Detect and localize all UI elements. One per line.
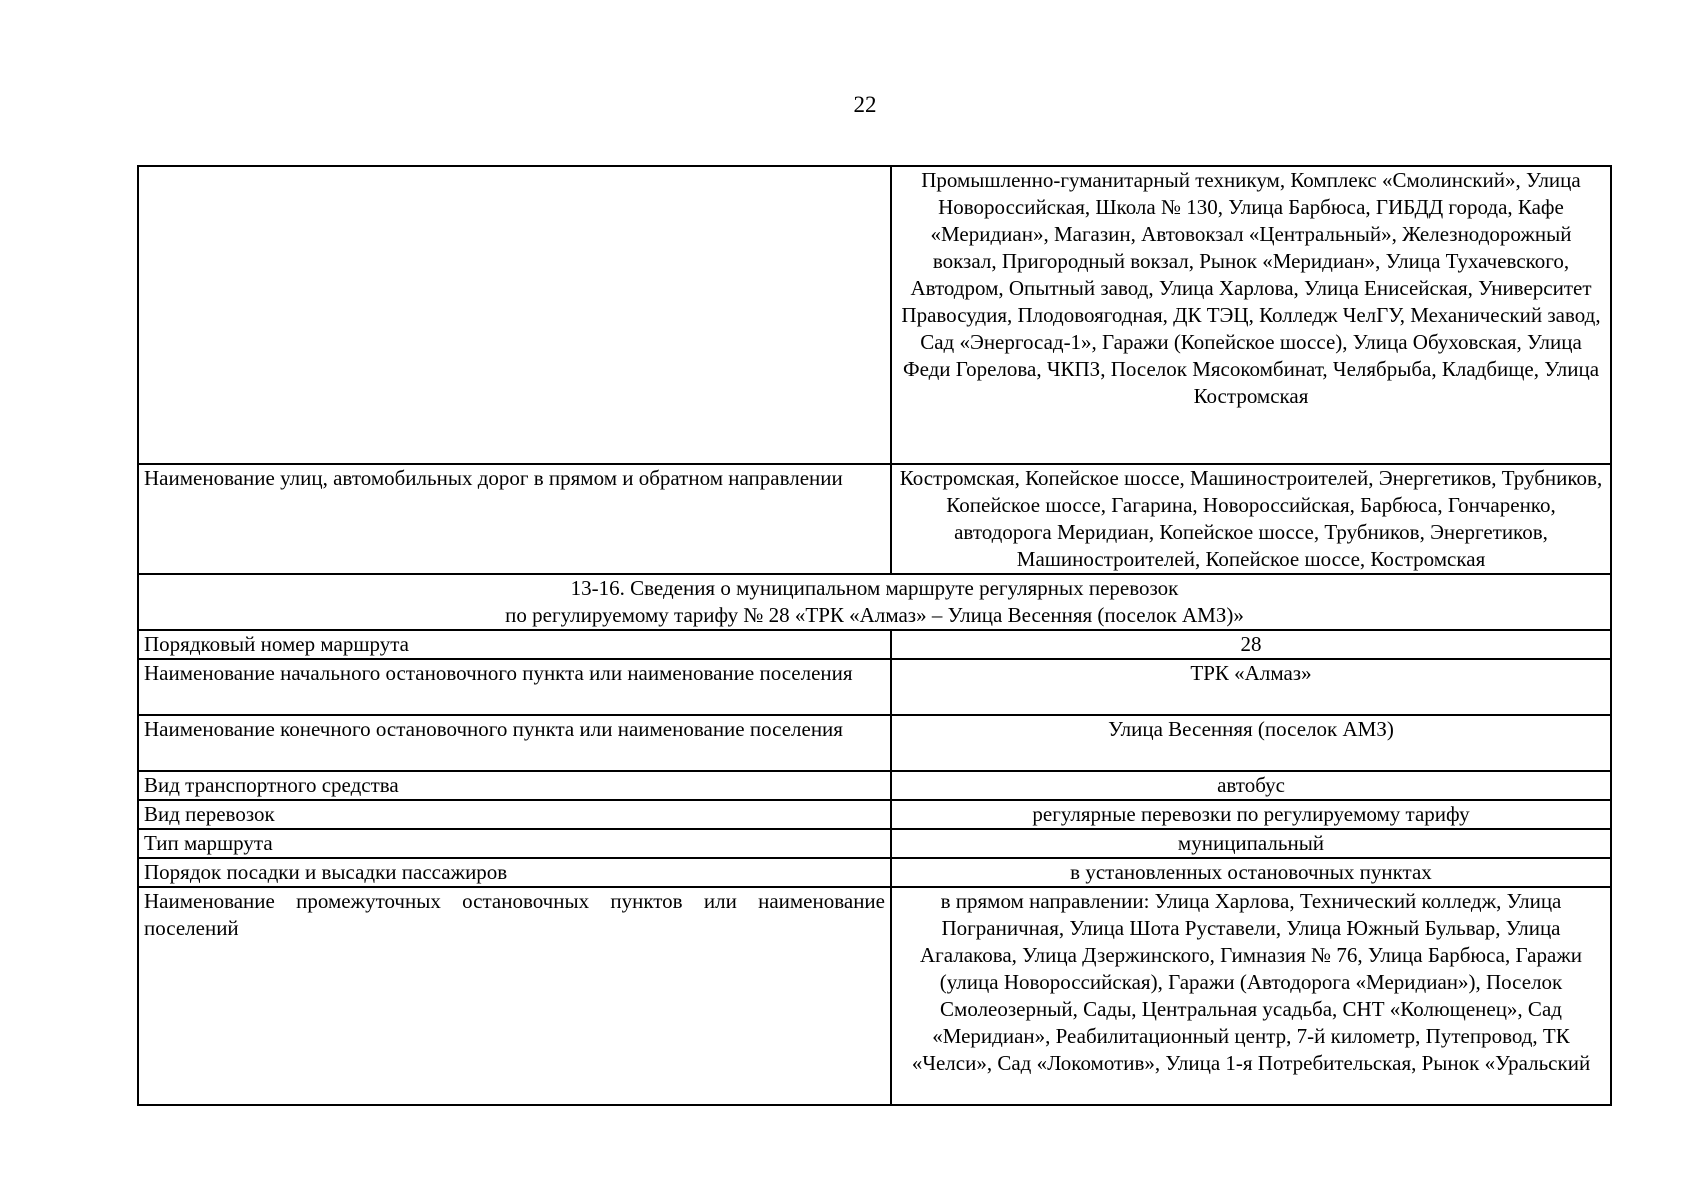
table-cell-value: регулярные перевозки по регулируемому тарифу	[891, 800, 1611, 829]
table-cell-label: Порядковый номер маршрута	[138, 630, 891, 659]
table-row	[138, 800, 1611, 829]
section-title-line2: по регулируемому тарифу № 28 «ТРК «Алмаз» – Улица Весенняя (поселок АМЗ)»	[505, 603, 1244, 627]
page-number: 22	[853, 92, 877, 117]
table-cell-value: Улица Весенняя (поселок АМЗ)	[891, 715, 1611, 771]
table-row	[138, 659, 1611, 715]
table-cell-label: Наименование улиц, автомобильных дорог в прямом и обратном направлении	[138, 464, 891, 574]
table-cell-value: Костромская, Копейское шоссе, Машиностроителей, Энергетиков, Трубников, Копейское шоссе, Гагарина, Новороссийская, Барбюса, Гончаренко, автодорога Меридиан, Копейское шоссе, Трубников, Энергетиков, Машиностроителей, Копейское шоссе, Костромская	[891, 464, 1611, 574]
table-cell-label: Тип маршрута	[138, 829, 891, 858]
table-row	[138, 630, 1611, 659]
table-row	[138, 464, 1611, 574]
table-cell-label: Вид транспортного средства	[138, 771, 891, 800]
table-cell-value: ТРК «Алмаз»	[891, 659, 1611, 715]
table-cell-value: 28	[891, 630, 1611, 659]
table-cell-value: муниципальный	[891, 829, 1611, 858]
table-row	[138, 715, 1611, 771]
table-cell-stops-continued: Промышленно-гуманитарный техникум, Комплекс «Смолинский», Улица Новороссийская, Школа № 130, Улица Барбюса, ГИБДД города, Кафе «Меридиан», Магазин, Автовокзал «Центральный», Железнодорожный вокзал, Пригородный вокзал, Рынок «Меридиан», Улица Тухачевского, Автодром, Опытный завод, Улица Харлова, Улица Енисейская, Университет Правосудия, Плодовоягодная, ДК ТЭЦ, Колледж ЧелГУ, Механический завод, Сад «Энергосад-1», Гаражи (Копейское шоссе), Улица Обуховская, Улица Феди Горелова, ЧКПЗ, Поселок Мясокомбинат, Челябрыба, Кладбище, Улица Костромская	[891, 166, 1611, 464]
table-row	[138, 166, 1611, 464]
table-cell-value: в установленных остановочных пунктах	[891, 858, 1611, 887]
table-row	[138, 858, 1611, 887]
table-row	[138, 887, 1611, 1105]
section-header-row	[138, 574, 1611, 630]
table-row	[138, 829, 1611, 858]
table-cell-label: Наименование промежуточных остановочных пунктов или наименование поселений	[138, 887, 891, 1105]
table-row	[138, 771, 1611, 800]
table-cell-value: в прямом направлении: Улица Харлова, Технический колледж, Улица Пограничная, Улица Шота Руставели, Улица Южный Бульвар, Улица Агалакова, Улица Дзержинского, Гимназия № 76, Улица Барбюса, Гаражи (улица Новороссийская), Гаражи (Автодорога «Меридиан»), Поселок Смолеозерный, Сады, Центральная усадьба, СНТ «Колющенец», Сад «Меридиан», Реабилитационный центр, 7-й километр, Путепровод, ТК «Челси», Сад «Локомотив», Улица 1-я Потребительская, Рынок «Уральский	[891, 887, 1611, 1105]
section-header	[138, 574, 1611, 630]
table-cell-label: Порядок посадки и высадки пассажиров	[138, 858, 891, 887]
table-cell-label: Наименование начального остановочного пункта или наименование поселения	[138, 659, 891, 715]
section-title-line1: 13-16. Сведения о муниципальном маршруте регулярных перевозок	[570, 576, 1179, 600]
route-info-table	[137, 165, 1612, 1106]
table-cell-empty	[138, 166, 891, 464]
table-cell-label: Вид перевозок	[138, 800, 891, 829]
table-cell-value: автобус	[891, 771, 1611, 800]
table-cell-label: Наименование конечного остановочного пункта или наименование поселения	[138, 715, 891, 771]
